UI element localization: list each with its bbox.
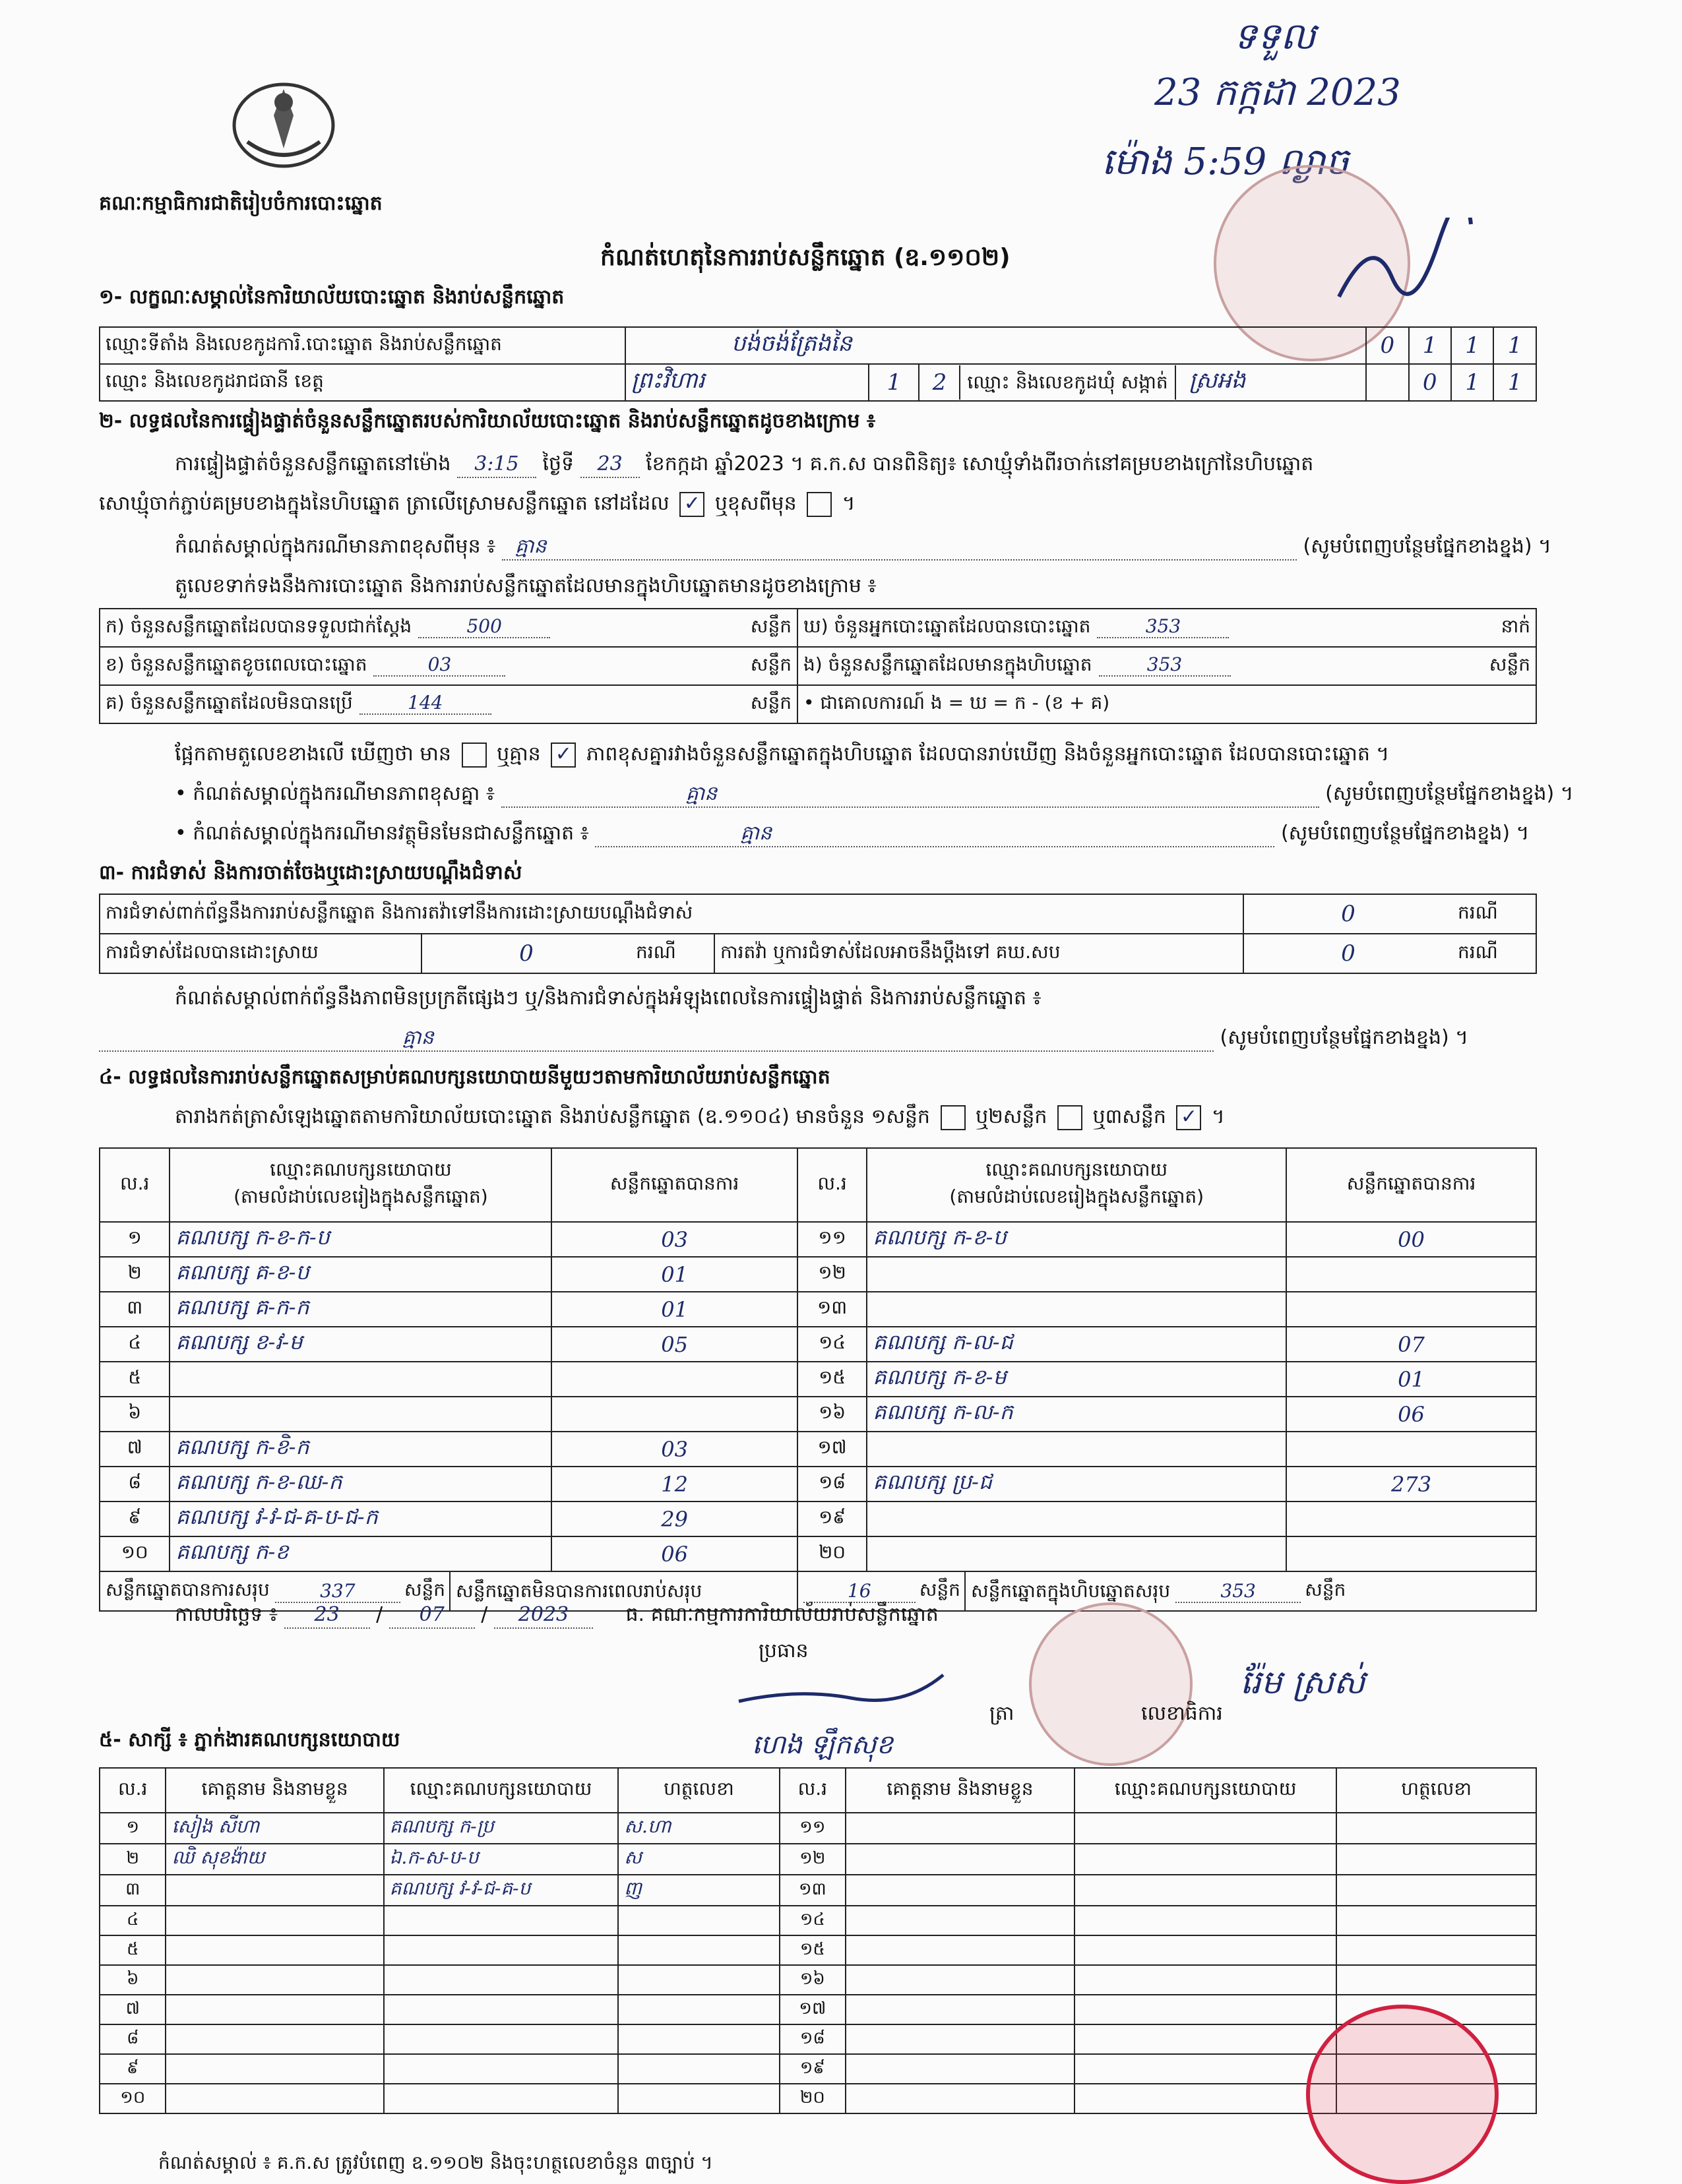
party-name <box>867 1502 1286 1536</box>
witness-name <box>846 1875 1075 1906</box>
commune-code-digit: 0 <box>1409 364 1451 401</box>
party-name <box>867 1432 1286 1467</box>
witness-name <box>166 2024 383 2054</box>
party-votes <box>551 1362 797 1397</box>
party-name: គណបក្ស ប្រ-ជ <box>867 1467 1286 1502</box>
party-number: ៩ <box>100 1502 170 1536</box>
commune-value: ស្រអង <box>1189 367 1246 394</box>
witness-signature <box>1336 1875 1536 1906</box>
party-votes: 29 <box>551 1502 797 1536</box>
ballots-received: 500 <box>418 615 550 638</box>
party-number: ៥ <box>100 1362 170 1397</box>
party-number: ១៨ <box>797 1467 867 1502</box>
witness-party <box>1075 1813 1336 1844</box>
witness-number: ៦ <box>100 1965 166 1995</box>
stamp-label: ត្រា <box>989 1702 1014 1725</box>
party-name <box>170 1362 551 1397</box>
party-name: គណបក្ស វ-វ-ជ-គ-ប-ជ-ក <box>170 1502 551 1536</box>
total-invalid: 16 <box>803 1580 916 1603</box>
party-name: គណបក្ស ក-ខ <box>170 1536 551 1571</box>
ballots-spoiled: 03 <box>373 653 505 677</box>
witness-party <box>384 2024 619 2054</box>
committee-seal-middle <box>1029 1602 1193 1766</box>
party-votes: 03 <box>551 1432 797 1467</box>
party-name: គណបក្ស ខ-វ-ម <box>170 1327 551 1362</box>
party-votes: 07 <box>1286 1327 1536 1362</box>
party-number: ១៩ <box>797 1502 867 1536</box>
witness-name <box>846 1844 1075 1875</box>
party-number: ៧ <box>100 1432 170 1467</box>
witness-number: ១៤ <box>780 1906 846 1935</box>
witness-party <box>384 1965 619 1995</box>
party-votes <box>1286 1432 1536 1467</box>
party-name <box>867 1257 1286 1292</box>
witness-name <box>846 1935 1075 1965</box>
witness-number: ១៦ <box>780 1965 846 1995</box>
party-number: ៨ <box>100 1467 170 1502</box>
table-row <box>100 1813 1536 1844</box>
witness-party: ឯ.ក-ស-ប-ប <box>384 1844 619 1875</box>
witness-party <box>1075 1906 1336 1935</box>
party-votes: 03 <box>551 1222 797 1257</box>
appeal-label: ការតវ៉ា ឬការជំទាស់ដែលអាចនឹងប្ដឹងទៅ គឃ.សប <box>714 934 1243 973</box>
witness-number: ៨ <box>100 2024 166 2054</box>
has-difference-checkbox[interactable] <box>462 743 487 768</box>
difference-note: គ្មាន <box>502 534 1297 561</box>
witness-name <box>166 2054 383 2084</box>
no-difference-checkbox[interactable]: ✓ <box>551 743 576 768</box>
witness-number: ១ <box>100 1813 166 1844</box>
resolved-label: ការជំទាស់ដែលបានដោះស្រាយ <box>100 934 421 973</box>
compare-line: ផ្អែកតាមតួលេខខាងលើ ឃើញថា មាន ឬគ្មាន ✓ ភាពខុសគ្នារវាងចំនួនសន្លឹកឆ្នោតក្នុងហិបឆ្នោត ដែលបានរាប់ឃើញ និងចំនួនអ្នកបោះឆ្នោត ដែលបានបោះឆ្នោត ។ <box>175 742 1389 768</box>
party-number: ១៧ <box>797 1432 867 1467</box>
party-name: គណបក្ស ក-ខិ-ក <box>170 1432 551 1467</box>
table-row <box>100 1432 1536 1467</box>
witness-number: ១១ <box>780 1813 846 1844</box>
verify-time: 3:15 <box>457 452 536 478</box>
party-votes: 273 <box>1286 1467 1536 1502</box>
witness-name <box>166 1965 383 1995</box>
resolved-value: 0 <box>421 934 631 973</box>
witness-signature <box>618 1906 779 1935</box>
party-name: គណបក្ស ក-ខ-ក-ប <box>170 1222 551 1257</box>
appeal-value: 0 <box>1243 934 1452 973</box>
party-name: គណបក្ស ក-ខ-ឈ-ក <box>170 1467 551 1502</box>
party-votes: 01 <box>1286 1362 1536 1397</box>
witness-signature <box>1336 1844 1536 1875</box>
witness-signature <box>618 1965 779 1995</box>
witness-party <box>384 1906 619 1935</box>
received-note: ទទួល <box>1233 15 1316 58</box>
voters-voted: 353 <box>1097 615 1229 638</box>
witness-party <box>1075 2024 1336 2054</box>
witness-name <box>846 1965 1075 1995</box>
witness-party <box>384 1995 619 2024</box>
different-checkbox[interactable] <box>807 492 832 517</box>
table-row <box>100 1467 1536 1502</box>
received-time: ម៉ោង 5:59 ល្ងាច <box>1102 140 1349 183</box>
party-number: ២០ <box>797 1536 867 1571</box>
objections-table: ការជំទាស់ពាក់ព័ន្ធនឹងការរាប់សន្លឹកឆ្នោត និងការតវ៉ាទៅនឹងការដោះស្រាយបណ្ដឹងជំទាស់ 0 ករណី ការជំទាស់ដែលបានដោះស្រាយ 0 ករណី ការតវ៉ា ឬការជំទាស់ដែលអាចនឹងប្ដឹងទៅ គឃ.សប 0 ករណី <box>99 894 1537 974</box>
witness-name: ឈិ សុខង៉ាយ <box>166 1844 383 1875</box>
party-votes: 05 <box>551 1327 797 1362</box>
counts-table: ក) ចំនួនសន្លឹកឆ្នោតដែលបានទទួលជាក់ស្ដែង 500 សន្លឹក ឃ) ចំនួនអ្នកបោះឆ្នោតដែលបានបោះឆ្នោត 353 នាក់ ខ) ចំនួនសន្លឹកឆ្នោតខូចពេលបោះឆ្នោត 03 សន្លឹក ង) ចំនួនសន្លឹកឆ្នោតដែលមានក្នុងហិបឆ្នោត 353 សន្លឹក គ) ចំនួនសន្លឹកឆ្នោតដែលមិនបានប្រើ 144 សន្លឹក • ជាគោលការណ៍ ង = ឃ = ក - (ខ + គ) <box>99 608 1537 724</box>
party-number: ៤ <box>100 1327 170 1362</box>
witness-number: ៧ <box>100 1995 166 2024</box>
party-name <box>170 1397 551 1432</box>
table-row <box>100 1292 1536 1327</box>
party-number: ៣ <box>100 1292 170 1327</box>
witness-signature <box>618 2084 779 2113</box>
table-row <box>100 1327 1536 1362</box>
table-row <box>100 1844 1536 1875</box>
section1-heading: ១- លក្ខណៈសម្គាល់នៃការិយាល័យបោះឆ្នោត និងរាប់សន្លឹកឆ្នោត <box>99 286 565 309</box>
party-number: ១២ <box>797 1257 867 1292</box>
results-table: ល.រ ឈ្មោះគណបក្សនយោបាយ (តាមលំដាប់លេខរៀងក្នុងសន្លឹកឆ្នោត) សន្លឹកឆ្នោតបានការ ល.រ ឈ្មោះគណបក្សនយោបាយ (តាមលំដាប់លេខរៀងក្នុងសន្លឹកឆ្នោត) សន្លឹកឆ្នោតបានការ ១ គណបក្ស ក-ខ-ក-ប 03 ១១ គណបក្ស ក-ខ-ប 00 ២ គណបក្ស គ-ខ-ប 01 ១២ ៣ គណបក្ស គ-ក-ក 01 ១៣ ៤ គណបក្ស ខ-វ-ម 05 ១៤ គណបក្ស ក-ល-ជ 07 ៥ ១៥ គណបក្ស ក-ខ-ម 01 ៦ ១៦ គណបក្ស ក-ល-ក 06 ៧ គណបក្ស ក-ខិ-ក 03 ១៧ ៨ គណបក្ស ក-ខ-ឈ-ក 12 ១៨ គណបក្ស ប្រ-ជ 273 ៩ គណបក្ស វ-វ-ជ-គ-ប-ជ-ក 29 ១៩ ១០ គណបក្ស ក-ខ 06 ២០ សន្លឹកឆ្នោតបានការសរុប 337 សន្លឹក សន្លឹកឆ្នោតមិនបានការពេលរាប់សរុប 16 សន្លឹក សន្លឹកឆ្នោតក្នុងហិបឆ្នោតសរុប 353 សន្លឹក <box>99 1147 1537 1612</box>
section3-heading: ៣- ការជំទាស់ និងការចាត់ចែងឬដោះស្រាយបណ្ដឹងជំទាស់ <box>99 861 522 884</box>
section2-para3: កំណត់សម្គាល់ក្នុងករណីមានភាពខុសពីមុន ៖ គ្មាន (សូមបំពេញបន្ថែមផ្នែកខាងខ្នង) ។ <box>175 534 1551 561</box>
witness-name <box>846 2054 1075 2084</box>
verify-day: 23 <box>580 452 640 478</box>
party-votes: 12 <box>551 1467 797 1502</box>
witness-number: ១០ <box>100 2084 166 2113</box>
witness-signature: ស <box>618 1844 779 1875</box>
president-name: ហេង ឡឹកសុខ <box>752 1730 893 1760</box>
location-code-digit: 1 <box>1493 327 1536 364</box>
party-name: គណបក្ស ក-ល-ក <box>867 1397 1286 1432</box>
witness-signature <box>618 1935 779 1965</box>
party-name <box>867 1292 1286 1327</box>
province-label: ឈ្មោះ និងលេខកូដរាជធានី ខេត្ត <box>100 364 625 401</box>
party-number: ៦ <box>100 1397 170 1432</box>
party-number: ១១ <box>797 1222 867 1257</box>
party-votes <box>1286 1257 1536 1292</box>
witness-number: ៣ <box>100 1875 166 1906</box>
witness-signature <box>1336 1813 1536 1844</box>
form-title: កំណត់ហេតុនៃការរាប់សន្លឹកឆ្នោត (ឧ.១១០២) <box>600 244 1011 271</box>
ballots-in-box: 353 <box>1099 653 1231 677</box>
province-code-digit: 1 <box>869 364 919 401</box>
party-name: គណបក្ស គ-ក-ក <box>170 1292 551 1327</box>
bullet2-value: គ្មាន <box>595 821 1274 847</box>
party-votes <box>1286 1536 1536 1571</box>
witness-party <box>1075 1965 1336 1995</box>
date-day: 23 <box>284 1602 370 1629</box>
party-number: ១៥ <box>797 1362 867 1397</box>
witness-signature <box>618 2054 779 2084</box>
table-row <box>100 1995 1536 2024</box>
witness-name <box>166 2084 383 2113</box>
section3-note-line: គ្មាន (សូមបំពេញបន្ថែមផ្នែកខាងខ្នង) ។ <box>99 1025 1468 1052</box>
three-sheets-checkbox[interactable]: ✓ <box>1176 1105 1201 1130</box>
section3-note-label: កំណត់សម្គាល់ពាក់ព័ន្ធនឹងភាពមិនប្រក្រតីផ្សេងៗ ឬ/និងការជំទាស់ក្នុងអំឡុងពេលនៃការផ្ទៀងផ្ទាត់ និងការរាប់សន្លឹកឆ្នោត ៖ <box>175 986 1042 1010</box>
witness-party <box>384 2084 619 2113</box>
witness-name <box>166 1995 383 2024</box>
org-name: គណៈកម្មាធិការជាតិរៀបចំការបោះឆ្នោត <box>99 192 383 215</box>
formula-note: • ជាគោលការណ៍ ង = ឃ = ក - (ខ + គ) <box>797 685 1536 723</box>
bullet1: • កំណត់សម្គាល់ក្នុងករណីមានភាពខុសគ្នា ៖ គ្មាន (សូមបំពេញបន្ថែមផ្នែកខាងខ្នង) ។ <box>175 781 1574 808</box>
section3-note-value: គ្មាន <box>99 1025 1214 1052</box>
table-row <box>100 1222 1536 1257</box>
commune-label: ឈ្មោះ និងលេខកូដឃុំ សង្កាត់ <box>960 365 1175 400</box>
total-in-box: 353 <box>1175 1580 1301 1603</box>
party-name: គណបក្ស គ-ខ-ប <box>170 1257 551 1292</box>
table-row <box>100 1965 1536 1995</box>
witness-number: ២ <box>100 1844 166 1875</box>
bullet2: • កំណត់សម្គាល់ក្នុងករណីមានវត្ថុមិនមែនជាសន្លឹកឆ្នោត ៖ គ្មាន (សូមបំពេញបន្ថែមផ្នែកខាងខ្នង) ។ <box>175 821 1529 847</box>
party-number: ១៣ <box>797 1292 867 1327</box>
table-row <box>100 1362 1536 1397</box>
witness-party <box>1075 1875 1336 1906</box>
date-line: កាលបរិច្ឆេទ ៖ 23 / 07 / 2023 ធ. គណៈកម្មការការិយាល័យរាប់សន្លឹកឆ្នោត <box>175 1602 939 1629</box>
witness-signature <box>618 1995 779 2024</box>
section5-heading: ៥- សាក្សី ៖ ភ្នាក់ងារគណបក្សនយោបាយ <box>99 1728 400 1751</box>
witness-signature <box>1336 1965 1536 1995</box>
witness-party <box>1075 2084 1336 2113</box>
table-row <box>100 1536 1536 1571</box>
witness-name <box>846 2024 1075 2054</box>
party-number: ២ <box>100 1257 170 1292</box>
section4-heading: ៤- លទ្ធផលនៃការរាប់សន្លឹកឆ្នោតសម្រាប់គណបក្សនយោបាយនីមួយៗតាមការិយាល័យរាប់សន្លឹកឆ្នោត <box>99 1066 830 1089</box>
footer-note: កំណត់សម្គាល់ ៖ គ.ក.ស ត្រូវបំពេញ ឧ.១១០២ និងចុះហត្ថលេខាចំនួន ៣ច្បាប់ ។ <box>158 2152 713 2173</box>
witness-number: ១៩ <box>780 2054 846 2084</box>
commune-code-digit: 1 <box>1451 364 1493 401</box>
president-signature <box>732 1662 950 1714</box>
party-name <box>867 1536 1286 1571</box>
party-votes: 06 <box>1286 1397 1536 1432</box>
same-checkbox[interactable]: ✓ <box>679 492 704 517</box>
party-number: ១០ <box>100 1536 170 1571</box>
section2-heading: ២- លទ្ធផលនៃការផ្ទៀងផ្ទាត់ចំនួនសន្លឹកឆ្នោតរបស់ការិយាល័យបោះឆ្នោត និងរាប់សន្លឹកឆ្នោតដូចខាងក្រោម ៖ <box>99 410 876 433</box>
secretary-label: លេខាធិការ <box>1141 1702 1223 1725</box>
party-votes <box>551 1397 797 1432</box>
party-votes <box>1286 1292 1536 1327</box>
signature-top <box>1332 218 1478 310</box>
witness-signature <box>1336 1906 1536 1935</box>
witness-name: សៀង សីហា <box>166 1813 383 1844</box>
witness-name <box>846 2084 1075 2113</box>
witness-name <box>846 1995 1075 2024</box>
national-emblem-icon <box>228 76 340 175</box>
date-month: 07 <box>389 1602 475 1629</box>
province-code-digit: 2 <box>919 365 960 400</box>
witness-name <box>846 1906 1075 1935</box>
location-code-digit: 0 <box>1366 327 1408 364</box>
witness-name <box>846 1813 1075 1844</box>
location-value: បង់ចង់ត្រែងនៃ <box>625 327 1366 364</box>
section2-para4: តួលេខទាក់ទងនឹងការបោះឆ្នោត និងការរាប់សន្លឹកឆ្នោតដែលមានក្នុងហិបឆ្នោតមានដូចខាងក្រោម ៖ <box>175 574 877 597</box>
province-value: ព្រះវិហារ <box>625 364 869 401</box>
party-name: គណបក្ស ក-ល-ជ <box>867 1327 1286 1362</box>
two-sheets-checkbox[interactable] <box>1057 1105 1082 1130</box>
witness-table: ល.រ គោត្តនាម និងនាមខ្លួន ឈ្មោះគណបក្សនយោបាយ ហត្ថលេខា ល.រ គោត្តនាម និងនាមខ្លួន ឈ្មោះគណបក្សនយោបាយ ហត្ថលេខា ១ សៀង សីហា គណបក្ស ក-ប្រ ស.ហា ១១ ២ ឈិ សុខង៉ាយ ឯ.ក-ស-ប-ប ស ១២ ៣ គណបក្ស វ-វ-ជ-គ-ប ញ ១៣ ៤ ១៤ ៥ ១៥ ៦ ១៦ ៧ ១៧ ៨ ១៨ ៩ ១៩ ១០ ២០ <box>99 1767 1537 2114</box>
party-votes: 00 <box>1286 1222 1536 1257</box>
president-label: ប្រធាន <box>759 1639 809 1662</box>
party-name: គណបក្ស ក-ខ-ម <box>867 1362 1286 1397</box>
party-votes: 06 <box>551 1536 797 1571</box>
section1-table <box>99 326 1537 402</box>
witness-name <box>166 1906 383 1935</box>
table-row <box>100 1397 1536 1432</box>
table-row <box>100 1935 1536 1965</box>
witness-number: ១៧ <box>780 1995 846 2024</box>
location-label: ឈ្មោះទីតាំង និងលេខកូដការិ.បោះឆ្នោត និងរាប់សន្លឹកឆ្នោត <box>100 327 625 364</box>
objections-value: 0 <box>1243 894 1452 934</box>
witness-name <box>166 1875 383 1906</box>
witness-number: ១៥ <box>780 1935 846 1965</box>
witness-signature <box>1336 1935 1536 1965</box>
table-row <box>100 1502 1536 1536</box>
witness-signature <box>618 2024 779 2054</box>
received-date: 23 កក្កដា 2023 <box>1154 71 1401 114</box>
section4-intro: តារាងកត់ត្រាសំឡេងឆ្នោតតាមការិយាល័យបោះឆ្នោត និងរាប់សន្លឹកឆ្នោត (ឧ.១១០៤) មានចំនួន ១សន្លឹក ឬ២សន្លឹក ឬ៣សន្លឹក ✓ ។ <box>175 1105 1225 1130</box>
witness-number: ៩ <box>100 2054 166 2084</box>
witness-number: ១៨ <box>780 2024 846 2054</box>
secretary-name: រ៉ែម ស្រស់ <box>1240 1663 1365 1701</box>
table-row <box>100 1906 1536 1935</box>
witness-number: ១២ <box>780 1844 846 1875</box>
location-code-digit: 1 <box>1409 327 1451 364</box>
total-valid: 337 <box>275 1580 400 1603</box>
party-votes <box>1286 1502 1536 1536</box>
party-number: ១ <box>100 1222 170 1257</box>
emblem <box>228 76 340 175</box>
witness-number: ១៣ <box>780 1875 846 1906</box>
witness-party <box>384 1935 619 1965</box>
witness-party <box>384 2054 619 2084</box>
bullet1-value: គ្មាន <box>501 781 1319 808</box>
witness-party <box>1075 2054 1336 2084</box>
secretary-signature-line <box>1240 1662 1365 1710</box>
witness-number: ២០ <box>780 2084 846 2113</box>
party-votes: 01 <box>551 1257 797 1292</box>
location-code-digit: 1 <box>1451 327 1493 364</box>
witness-signature: ស.ហា <box>618 1813 779 1844</box>
party-name: គណបក្ស ក-ខ-ប <box>867 1222 1286 1257</box>
commune-code-digit: 1 <box>1493 364 1536 401</box>
committee-seal-red <box>1306 2005 1499 2184</box>
party-number: ១៤ <box>797 1327 867 1362</box>
witness-party <box>1075 1995 1336 2024</box>
table-row <box>100 1257 1536 1292</box>
ballots-unused: 144 <box>359 692 491 715</box>
witness-party <box>1075 1935 1336 1965</box>
witness-party: គណបក្ស វ-វ-ជ-គ-ប <box>384 1875 619 1906</box>
witness-signature: ញ <box>618 1875 779 1906</box>
section2-para2: សោឃ្មុំចាក់ភ្ជាប់គម្របខាងក្នុងនៃហិបឆ្នោត ត្រាលើស្រោមសន្លឹកឆ្នោត នៅដដែល ✓ ឬខុសពីមុន ។ <box>99 491 855 517</box>
one-sheet-checkbox[interactable] <box>941 1105 966 1130</box>
witness-number: ៥ <box>100 1935 166 1965</box>
table-row <box>100 1875 1536 1906</box>
section2-para1: ការផ្ទៀងផ្ទាត់ចំនួនសន្លឹកឆ្នោតនៅម៉ោង 3:15 ថ្ងៃទី 23 ខែកក្កដា ឆ្នាំ2023 ។ គ.ក.ស បានពិនិត្យ៖ សោឃ្មុំទាំងពីរចាក់នៅគម្របខាងក្រៅនៃហិបឆ្នោត <box>175 452 1313 478</box>
date-year: 2023 <box>494 1602 593 1629</box>
party-votes: 01 <box>551 1292 797 1327</box>
witness-name <box>166 1935 383 1965</box>
objections-label: ការជំទាស់ពាក់ព័ន្ធនឹងការរាប់សន្លឹកឆ្នោត និងការតវ៉ាទៅនឹងការដោះស្រាយបណ្ដឹងជំទាស់ <box>100 894 1243 934</box>
witness-party <box>1075 1844 1336 1875</box>
party-number: ១៦ <box>797 1397 867 1432</box>
witness-number: ៤ <box>100 1906 166 1935</box>
witness-party: គណបក្ស ក-ប្រ <box>384 1813 619 1844</box>
